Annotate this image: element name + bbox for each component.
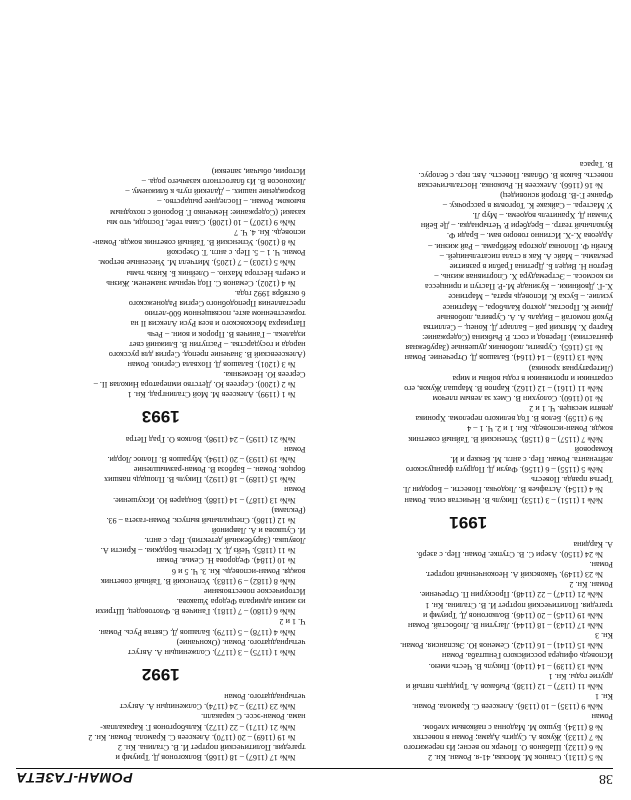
bibliography-line: Кукольный театр. – Бредбери Р. Четырнадка. – Де Бейн [420, 221, 613, 231]
bibliography-line: № 8 (1134). Бушко М. Мадонна с пайковым хлебом. [422, 722, 603, 732]
bibliography-line: №№ 13 (1163) – 14 (1164). Балашов Д. Отречение. Роман [404, 353, 603, 363]
bibliography-line: 6 октября 1992 года. [234, 288, 306, 298]
bibliography-line: № 1 (1199). Алексеев М. Мой Сталинград. Кн. 1 [127, 390, 296, 400]
bibliography-line: №№ 4 (1178) – 5 (1179). Балашов Д. Святая Русь. Роман. [98, 627, 296, 637]
bibliography-line: усилие. – Буска К. Исповедь врата, – Мартинсе [448, 292, 613, 302]
bibliography-line: трагедия. Политический портрет И. В. Сталина. Кн. 1 [425, 600, 613, 610]
bibliography-line: Роман. Ч. 1 – 5. Пер. с англ. Т. Озерской [166, 248, 306, 258]
bibliography-line: №№ 21 (1147) – 22 (1148). Проскурин П. Отречение. [419, 590, 603, 600]
bibliography-line: № 11 (1185). Чейз Д. Х. Перстень Борджиа. – Кристи А. [100, 546, 296, 556]
bibliography-line: Клейн Ф. Полонка доктора Кейбрама. – Рай жизни. – [428, 241, 613, 251]
bibliography-line: № 6 (1132). Шабанов О. Почерк по весне; Из пережитого [403, 742, 603, 752]
bibliography-line: В. Тараса [579, 160, 613, 170]
bibliography-line: № 3 (1201). Балашов Д. Похвала Сергию. Роман [127, 360, 296, 369]
bibliography-line: преставления Преподобного Сергия Радонежского [128, 299, 306, 309]
bibliography-line: девяти месяцев. Ч. 1 и 2 [529, 404, 613, 414]
entries-1992 [16, 433, 306, 656]
bibliography-line: И. Сушкова и А. Лавриной [211, 526, 306, 536]
page-number: 38 [599, 771, 613, 786]
bibliography-line: А. Кардина [573, 539, 613, 549]
bibliography-line: Комаровой [574, 444, 613, 454]
bibliography-line: № 15 (1165). Сурвиги, любовник душевные (Зарубежная [405, 343, 603, 353]
bibliography-line: (Реклама) [271, 505, 306, 515]
bibliography-line: Бертон Н. Видел Б. Дретина Грабли в развитие [449, 261, 613, 271]
bibliography-line: № 12 (1186). Специальный выпуск. Роман-газета – 93. [106, 515, 296, 525]
bibliography-line: №№ 6 (1180) – 7 (1181). Ганичев В. Флотоводец. Штрихи [95, 607, 296, 617]
page-header [16, 770, 613, 788]
bibliography-line: Ардеова Х.-Х. Истинно говорю вам. – Бради Ф. [446, 231, 613, 241]
bibliography-line: №№ 19 (1193) – 20 (1194). Мурашов В. Полюс Лорди. [107, 454, 296, 464]
bibliography-line: Сергеев Ю. Несмеянка. [223, 370, 306, 380]
bibliography-line: №№ 1 (1175) – 3 (1177). Солженицын А. Август [127, 647, 296, 657]
bibliography-line: и смерть Нестора Махно. – Олейник Б. Князь тьмы [126, 268, 306, 278]
bibliography-line: Рукой помогай – Видаль А. А. Сурвига, любовные [436, 312, 613, 322]
bibliography-line: соратники и противники в годы войны и мира [452, 373, 613, 383]
bibliography-line: №№ 21 (1195) – 24 (1198). Волков О. Град Петра [125, 434, 296, 444]
bibliography-line: Исповедь офицера российского Генштаба. Роман [442, 651, 613, 661]
bibliography-line: Кн. 1 [594, 692, 613, 702]
bibliography-line: Франке Г.-В. Второй ясновидец) [500, 190, 613, 200]
bibliography-line: казаки! (Содержание: Немченко Г. Вороной с походным [110, 207, 306, 217]
bibliography-line: Роман. [589, 560, 613, 570]
bibliography-line: Возрождение наших. – Далекий путь к ближнему. – [125, 187, 306, 197]
bibliography-line: четырнадцатого. Роман [224, 692, 306, 702]
bibliography-line: народа и государства. – Распутин В. Ближний свет [129, 339, 306, 349]
bibliography-line: (Алексеевский В. Значение препод. Сергия для русского [108, 349, 306, 359]
bibliography-line: № 7 (1133). Жуков А. Судить Адама; Роман в повестях [412, 732, 603, 742]
bibliography-line: №№ 17 (1167) – 18 (1168). Волкогонов Д. Триумф и [115, 753, 296, 762]
bibliography-line: вождя. Роман-исповедь. Кн. 1 и 2. Ч. 1 – 4 [467, 424, 613, 434]
bibliography-line: из космоса. – Эстремадура Х. Спортивная жизнь. – [434, 272, 613, 282]
bibliography-line: Роман [284, 485, 306, 495]
bibliography-line: Дикие К. Простак, доктор Кальбора, – Мартинсе [442, 302, 613, 312]
bibliography-line: Х.-Г. Двойники. – Кузинаде М.-Р. Паступ и принцесса [425, 282, 613, 292]
bibliography-line: (Литературная хроника) [528, 363, 613, 373]
bibliography-line: №№ 8 (1182) – 9 (1183). Успенский В. Тайный советник [100, 576, 296, 586]
year-heading-1992: 1992 [141, 664, 180, 684]
bibliography-line: № 4 (1154). Астафьев В. Людочка. Повести. – Бородин Л. [402, 485, 603, 495]
bibliography-line: №№ 7 (1157) – 8 (1158). Успенский В. Тайный советник [408, 434, 603, 444]
bibliography-line: рекламы. – Майс А. Как я стала писательницей. – [439, 251, 613, 261]
bibliography-line: №№ 17 (1143) – 18 (1144). Лагутин В. Любостай. Роман [407, 620, 603, 630]
bibliography-line: выюком. Роман. – Последнее рыцарство. – [157, 197, 306, 207]
bibliography-line: Ульман Д. Хранитель водоема. – Мур Л. [472, 211, 613, 221]
bibliography-line: № 5 (1131). Станюк М. Москва, 41-я. Роман. Кн. 2 [428, 753, 603, 762]
bibliography-line: из жизни адмирала Федора Ушакова. [176, 597, 306, 607]
bibliography-line: Роман [591, 712, 613, 722]
bibliography-line: №№ 13 (1139) – 14 (1140). Пикуль В. Честь имею. [428, 661, 603, 671]
bibliography-line: трагедия. Политический портрет И. В. Сталина. Кн. 2 [117, 742, 306, 752]
bibliography-line: №№ 9 (1135) – 10 (1136). Алексеев С. Крамола. Роман. [412, 702, 603, 712]
year-heading-1991: 1991 [449, 512, 488, 532]
entries-1993 [16, 166, 306, 400]
bibliography-line: №№ 15 (1141) – 16 (1142). Семенов Ю. Экспансия. Роман. [400, 641, 603, 651]
bibliography-line: № 4 (1202). Семанов С. Под черным знаменем. Жизнь [106, 278, 296, 288]
bibliography-line: Роман [284, 444, 306, 454]
running-title: РОМАН-ГАЗЕТА [16, 770, 133, 786]
bibliography-line: № 16 (1166). Алексеев Н. Рыжонка. Ностальгическая [417, 180, 603, 190]
bibliography-line: повесть. Быков В. Облава. Повесть. Авт. пер. с белорус. [418, 170, 613, 180]
bibliography-line: Патриарха Московского и всея Руси Алексия II на [130, 319, 306, 329]
bibliography-line: № 23 (1149). Чаковский А. Неоконченный портрет. [425, 570, 603, 580]
bibliography-line: Роман. Кн. 2 [569, 580, 613, 590]
bibliography-line: другие годы. Кн. 1 [548, 671, 613, 681]
bibliography-line: фантастика). Перевод и сост. Р. Рыбкина (Содержание: [422, 333, 613, 343]
bibliography-line: Картер Х. Мягкий рай – Балларт Д. Конец. – Селлитва [423, 322, 613, 332]
entries-1991-continued [16, 691, 306, 762]
bibliography-line: исповедь. Кн. 4. Ч. 7 [234, 227, 306, 237]
bibliography-line: лейтенанта. Роман. Пер. с англ. М. Беккер и И. [450, 454, 613, 464]
bibliography-line: №№ 5 (1155) – 6 (1156). Фаузи Д. Подруга французского [405, 465, 603, 475]
bibliography-line: №№ 5 (1203) – 7 (1205). Митчелл М. Унесенные ветром. [98, 258, 296, 268]
bibliography-line: №№ 19 (1145) – 20 (1146). Волкогонов Д. Триумф и [422, 610, 603, 620]
bibliography-line: № 19 (1169) – 20 (1170). Алексеев С. Крамола. Роман. Кн. 2 [88, 732, 296, 742]
bibliography-line: № 9 (1159). Белов В. Год великого перелома. Хроника [415, 414, 603, 424]
bibliography-line: №№ 21 (1171) – 22 (1172). Кальборгонов Г. Каракалпак- [100, 722, 296, 732]
bibliography-line: нама. Роман-эссе. С каракалп. [201, 712, 306, 722]
bibliography-line: №№ 9 (1207) – 10 (1208). Слава тебе, Господи, что мы [106, 217, 296, 227]
bibliography-line: Историческое повествование [203, 586, 306, 596]
bibliography-line: четырнадцатого. Роман. (Окончание) [176, 637, 306, 647]
bibliography-line: Истории, обычаи, запевки) [211, 167, 306, 177]
text-columns [16, 14, 613, 762]
bibliography-line: №№ 1 (1151) – 3 (1153). Пикуль В. Нечистая сила. Роман [404, 495, 603, 505]
bibliography-line: У. Мастера. – Сайкаке К. Торговля в рассрочку. – [442, 201, 613, 211]
bibliography-line: № 8 (1206). Успенский В. Тайный советник вождя. Роман- [92, 238, 296, 248]
entries-1990 [324, 539, 614, 762]
left-column [324, 14, 614, 762]
bibliography-line: № 10 (1160). Солоухин В. Смех за левым плечом [432, 394, 603, 403]
bibliography-line: № 24 (1150). Азери С. В. Ступке. Роман. Пер. с азерб. [416, 549, 603, 559]
bibliography-line: №№ 23 (1173) – 24 (1174). Солженицын А. Август [119, 702, 296, 712]
bibliography-line: Ловушка. (Зарубежный детектив). Пер. с англ. [144, 536, 306, 546]
bibliography-line: торжественном акте, посвященном 600-летию [144, 309, 306, 319]
bibliography-line: Третья правда. Повесть [531, 475, 613, 485]
bibliography-line: борцов. Роман. – Барбоза В. Роман-размышление [133, 465, 306, 475]
header-rule [16, 768, 613, 769]
bibliography-line: №№ 13 (1187) – 14 (1188). Бондарев Ю. Искушение. [113, 495, 296, 505]
year-heading-1993: 1993 [141, 407, 180, 427]
right-column [16, 14, 306, 762]
bibliography-line: Кн. 3 [594, 631, 613, 641]
bibliography-line: № 10 (1184). Федорова Н. Семья. Роман [156, 556, 296, 566]
bibliography-line: вождя. Роман-исповедь. Кн. 3. Ч. 5 и 6 [171, 566, 306, 576]
bibliography-line: № 2 (1200). Сергеев Ю. Детство императора Николая II. – [93, 380, 296, 390]
bibliography-line: №№ 11 (1161) – 12 (1162). Карпов В. Маршал Жуков, его [404, 383, 603, 393]
bibliography-line: издалека. – Ганичев В. Пророк и воин. – Речь [147, 329, 306, 339]
bibliography-line: №№ 11 (1137) – 12 (1138). Рыбаков А. Тридцать пятый и [405, 681, 603, 691]
bibliography-line: Лихоносов В. Из благостного казачьего рода. – [141, 177, 306, 187]
bibliography-line: Ч. 1 и 2 [279, 617, 306, 627]
bibliography-line: №№ 15 (1189) – 18 (1192). Пикуль В. Площадь павших [104, 475, 296, 485]
entries-1991 [324, 159, 614, 504]
